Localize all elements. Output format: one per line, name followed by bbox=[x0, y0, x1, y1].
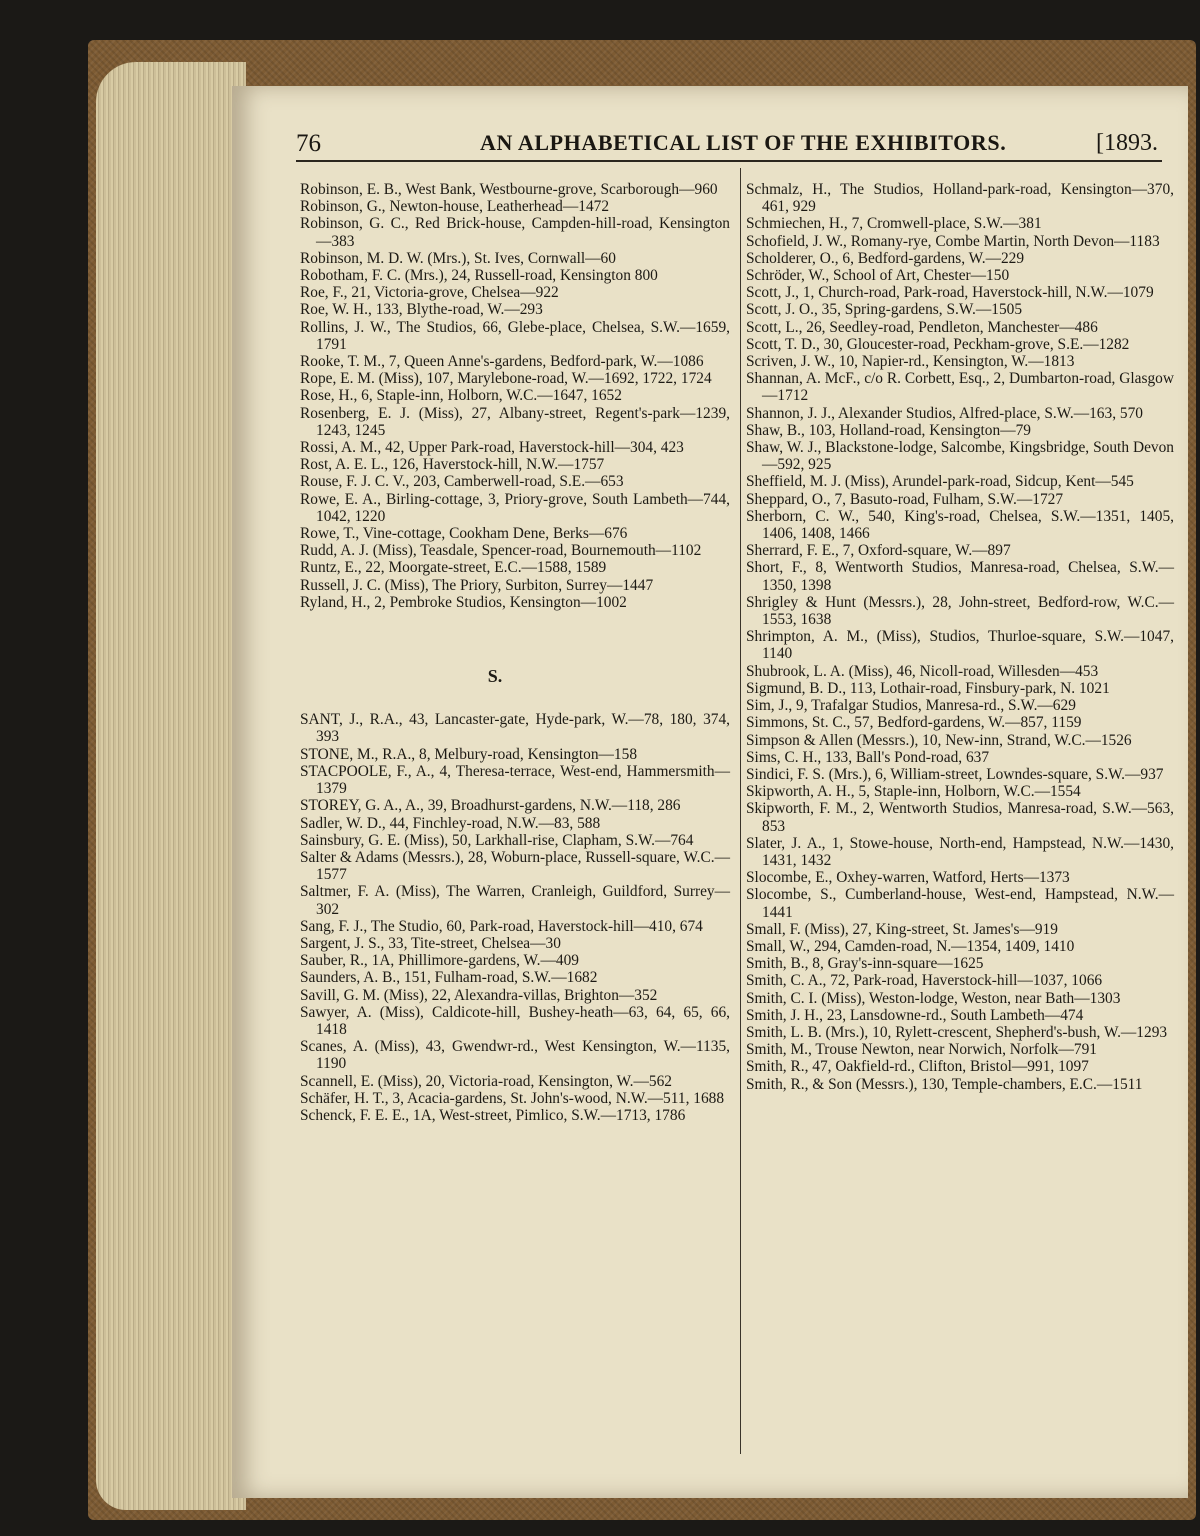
exhibitor-entry: Schäfer, H. T., 3, Acacia-gardens, St. John's-wood, N.W.—511, 1688 bbox=[300, 1089, 725, 1107]
exhibitor-entry: Sheppard, O., 7, Basuto-road, Fulham, S.W.—1727 bbox=[746, 490, 1064, 508]
exhibitor-entry: Smith, C. I. (Miss), Weston-lodge, Weston, near Bath—1303 bbox=[746, 989, 1121, 1007]
exhibitor-entry: Simmons, St. C., 57, Bedford-gardens, W.—857, 1159 bbox=[746, 714, 1082, 732]
left-column bbox=[300, 181, 730, 1124]
exhibitor-entry: Sawyer, A. (Miss), Caldicote-hill, Bushey-heath—63, 64, 65, 66, 1418 bbox=[300, 1003, 730, 1038]
exhibitor-entry: Robinson, M. D. W. (Mrs.), St. Ives, Cornwall—60 bbox=[300, 249, 616, 267]
exhibitor-entry: Simpson & Allen (Messrs.), 10, New-inn, Strand, W.C.—1526 bbox=[746, 731, 1132, 749]
exhibitor-entry: Sigmund, B. D., 113, Lothair-road, Finsbury-park, N. 1021 bbox=[746, 679, 1110, 697]
exhibitor-entry: Rost, A. E. L., 126, Haverstock-hill, N.W.—1757 bbox=[300, 456, 605, 474]
page-number: 76 bbox=[296, 130, 321, 157]
exhibitor-entry: Small, F. (Miss), 27, King-street, St. James's—919 bbox=[746, 920, 1058, 938]
exhibitor-entry: Scott, J., 1, Church-road, Park-road, Haverstock-hill, N.W.—1079 bbox=[746, 284, 1154, 302]
exhibitor-entry: Shannon, J. J., Alexander Studios, Alfred-place, S.W.—163, 570 bbox=[746, 404, 1143, 422]
exhibitor-entry: Schmalz, H., The Studios, Holland-park-road, Kensington—370, 461, 929 bbox=[746, 181, 1174, 216]
exhibitor-entry: STACPOOLE, F., A., 4, Theresa-terrace, West-end, Hammersmith—1379 bbox=[300, 762, 730, 798]
exhibitor-entry: Sauber, R., 1A, Phillimore-gardens, W.—409 bbox=[300, 952, 579, 970]
exhibitor-entry: Skipworth, F. M., 2, Wentworth Studios, Manresa-road, S.W.—563, 853 bbox=[746, 800, 1174, 835]
exhibitor-entry: Rouse, F. J. C. V., 203, Camberwell-road, S.E.—653 bbox=[300, 473, 624, 491]
exhibitor-entry: Rope, E. M. (Miss), 107, Marylebone-road, W.—1692, 1722, 1724 bbox=[300, 370, 712, 388]
exhibitor-entry: Sherrard, F. E., 7, Oxford-square, W.—897 bbox=[746, 542, 1011, 560]
exhibitor-entry: Scott, L., 26, Seedley-road, Pendleton, Manchester—486 bbox=[746, 318, 1098, 336]
exhibitor-entry: Runtz, E., 22, Moorgate-street, E.C.—1588, 1589 bbox=[300, 559, 607, 577]
exhibitor-entry: Scott, T. D., 30, Gloucester-road, Peckham-grove, S.E.—1282 bbox=[746, 335, 1130, 353]
exhibitor-entry: Smith, R., & Son (Messrs.), 130, Temple-chambers, E.C.—1511 bbox=[746, 1075, 1143, 1093]
exhibitor-entry: Rowe, E. A., Birling-cottage, 3, Priory-grove, South Lambeth—744, 1042, 1220 bbox=[300, 490, 730, 525]
exhibitor-entry: Savill, G. M. (Miss), 22, Alexandra-villas, Brighton—352 bbox=[300, 986, 658, 1004]
exhibitor-entry: Ryland, H., 2, Pembroke Studios, Kensington—1002 bbox=[300, 593, 627, 611]
exhibitor-entry: Scriven, J. W., 10, Napier-rd., Kensington, W.—1813 bbox=[746, 353, 1075, 371]
exhibitor-entry: Smith, C. A., 72, Park-road, Haverstock-hill—1037, 1066 bbox=[746, 972, 1103, 990]
exhibitor-entry: Scott, J. O., 35, Spring-gardens, S.W.—1505 bbox=[746, 301, 1023, 319]
right-column bbox=[746, 181, 1174, 1093]
exhibitor-entry: Saltmer, F. A. (Miss), The Warren, Cranleigh, Guildford, Surrey—302 bbox=[300, 883, 730, 918]
exhibitor-entry: Robinson, G. C., Red Brick-house, Campden-hill-road, Kensington—383 bbox=[300, 215, 730, 250]
exhibitor-entry: Roe, F., 21, Victoria-grove, Chelsea—922 bbox=[300, 284, 559, 302]
exhibitor-entry: Robinson, G., Newton-house, Leatherhead—1472 bbox=[300, 198, 610, 216]
exhibitor-entry: Rose, H., 6, Staple-inn, Holborn, W.C.—1647, 1652 bbox=[300, 387, 622, 405]
exhibitor-entry: Rollins, J. W., The Studios, 66, Glebe-place, Chelsea, S.W.—1659, 1791 bbox=[300, 318, 730, 353]
exhibitor-entry: Rudd, A. J. (Miss), Teasdale, Spencer-road, Bournemouth—1102 bbox=[300, 542, 702, 560]
exhibitor-entry: Robinson, E. B., West Bank, Westbourne-grove, Scarborough—960 bbox=[300, 181, 718, 198]
exhibitor-entry: Shrigley & Hunt (Messrs.), 28, John-street, Bedford-row, W.C.—1553, 1638 bbox=[746, 593, 1174, 629]
exhibitor-entry: Small, W., 294, Camden-road, N.—1354, 1409, 1410 bbox=[746, 937, 1075, 955]
exhibitor-entry: Russell, J. C. (Miss), The Priory, Surbiton, Surrey—1447 bbox=[300, 576, 654, 594]
exhibitor-entry: Roe, W. H., 133, Blythe-road, W.—293 bbox=[300, 301, 543, 319]
exhibitor-entry: Scannell, E. (Miss), 20, Victoria-road, Kensington, W.—562 bbox=[300, 1072, 672, 1090]
page-title: AN ALPHABETICAL LIST OF THE EXHIBITORS. bbox=[480, 130, 1007, 155]
exhibitor-entry: STOREY, G. A., A., 39, Broadhurst-gardens, N.W.—118, 286 bbox=[300, 797, 681, 815]
exhibitor-entry: Slocombe, S., Cumberland-house, West-end, Hampstead, N.W.—1441 bbox=[746, 886, 1174, 921]
exhibitor-entry: Slater, J. A., 1, Stowe-house, North-end, Hampstead, N.W.—1430, 1431, 1432 bbox=[746, 834, 1174, 869]
section-letter: S. bbox=[487, 666, 503, 687]
exhibitor-entry: Sim, J., 9, Trafalgar Studios, Manresa-rd., S.W.—629 bbox=[746, 697, 1076, 715]
exhibitor-entry: Smith, L. B. (Mrs.), 10, Rylett-crescent, Shepherd's-bush, W.—1293 bbox=[746, 1023, 1168, 1041]
exhibitor-entry: Schofield, J. W., Romany-rye, Combe Martin, North Devon—1183 bbox=[746, 232, 1160, 250]
exhibitor-entry: Scholderer, O., 6, Bedford-gardens, W.—229 bbox=[746, 249, 1025, 267]
exhibitor-entry: Shaw, W. J., Blackstone-lodge, Salcombe, Kingsbridge, South Devon—592, 925 bbox=[746, 439, 1174, 474]
year-marker: [1893. bbox=[1096, 130, 1158, 156]
exhibitor-entry: SANT, J., R.A., 43, Lancaster-gate, Hyde-park, W.—78, 180, 374, 393 bbox=[300, 711, 730, 746]
right-entries bbox=[746, 181, 1174, 1093]
exhibitor-entry: STONE, M., R.A., 8, Melbury-road, Kensington—158 bbox=[300, 745, 638, 763]
exhibitor-entry: Schenck, F. E. E., 1A, West-street, Pimlico, S.W.—1713, 1786 bbox=[300, 1106, 686, 1124]
exhibitor-entry: Rosenberg, E. J. (Miss), 27, Albany-street, Regent's-park—1239, 1243, 1245 bbox=[300, 404, 730, 439]
exhibitor-entry: Sindici, F. S. (Mrs.), 6, William-street, Lowndes-square, S.W.—937 bbox=[746, 765, 1164, 783]
exhibitor-entry: Shaw, B., 103, Holland-road, Kensington—79 bbox=[746, 421, 1031, 439]
exhibitor-entry: Rossi, A. M., 42, Upper Park-road, Haverstock-hill—304, 423 bbox=[300, 439, 684, 457]
exhibitor-entry: Saunders, A. B., 151, Fulham-road, S.W.—1682 bbox=[300, 969, 598, 987]
exhibitor-entry: Sherborn, C. W., 540, King's-road, Chelsea, S.W.—1351, 1405, 1406, 1408, 1466 bbox=[746, 507, 1174, 543]
exhibitor-entry: Skipworth, A. H., 5, Staple-inn, Holborn, W.C.—1554 bbox=[746, 783, 1081, 801]
exhibitor-entry: Sadler, W. D., 44, Finchley-road, N.W.—83, 588 bbox=[300, 814, 601, 832]
exhibitor-entry: Shubrook, L. A. (Miss), 46, Nicoll-road, Willesden—453 bbox=[746, 662, 1099, 680]
exhibitor-entry: Salter & Adams (Messrs.), 28, Woburn-place, Russell-square, W.C.—1577 bbox=[300, 848, 730, 884]
exhibitor-entry: Rowe, T., Vine-cottage, Cookham Dene, Berks—676 bbox=[300, 525, 628, 543]
s-entries bbox=[300, 711, 730, 1124]
exhibitor-entry: Short, F., 8, Wentworth Studios, Manresa-road, Chelsea, S.W.—1350, 1398 bbox=[746, 559, 1174, 594]
exhibitor-entry: Shrimpton, A. M., (Miss), Studios, Thurloe-square, S.W.—1047, 1140 bbox=[746, 628, 1174, 663]
exhibitor-entry: Smith, B., 8, Gray's-inn-square—1625 bbox=[746, 955, 984, 973]
exhibitor-entry: Sainsbury, G. E. (Miss), 50, Larkhall-rise, Clapham, S.W.—764 bbox=[300, 831, 694, 849]
exhibitor-entry: Scanes, A. (Miss), 43, Gwendwr-rd., West Kensington, W.—1135, 1190 bbox=[300, 1038, 730, 1073]
exhibitor-entry: Smith, J. H., 23, Lansdowne-rd., South Lambeth—474 bbox=[746, 1006, 1084, 1024]
r-entries bbox=[300, 181, 730, 611]
exhibitor-entry: Smith, R., 47, Oakfield-rd., Clifton, Bristol—991, 1097 bbox=[746, 1058, 1089, 1076]
exhibitor-entry: Shannan, A. McF., c/o R. Corbett, Esq., 2, Dumbarton-road, Glasgow—1712 bbox=[746, 370, 1174, 405]
column-divider bbox=[740, 168, 741, 1454]
exhibitor-entry: Robotham, F. C. (Mrs.), 24, Russell-road, Kensington 800 bbox=[300, 267, 658, 285]
exhibitor-entry: Sargent, J. S., 33, Tite-street, Chelsea—30 bbox=[300, 934, 561, 952]
exhibitor-entry: Rooke, T. M., 7, Queen Anne's-gardens, Bedford-park, W.—1086 bbox=[300, 353, 704, 371]
exhibitor-entry: Sheffield, M. J. (Miss), Arundel-park-road, Sidcup, Kent—545 bbox=[746, 473, 1134, 491]
header-rule bbox=[296, 160, 1162, 162]
page-edges bbox=[96, 62, 246, 1510]
exhibitor-entry: Schröder, W., School of Art, Chester—150 bbox=[746, 267, 1010, 285]
exhibitor-entry: Smith, M., Trouse Newton, near Norwich, Norfolk—791 bbox=[746, 1041, 1097, 1059]
exhibitor-entry: Schmiechen, H., 7, Cromwell-place, S.W.—381 bbox=[746, 215, 1042, 233]
running-head bbox=[296, 126, 1160, 162]
exhibitor-entry: Slocombe, E., Oxhey-warren, Watford, Herts—1373 bbox=[746, 869, 1070, 887]
exhibitor-entry: Sims, C. H., 133, Ball's Pond-road, 637 bbox=[746, 748, 990, 766]
exhibitor-entry: Sang, F. J., The Studio, 60, Park-road, Haverstock-hill—410, 674 bbox=[300, 917, 703, 935]
